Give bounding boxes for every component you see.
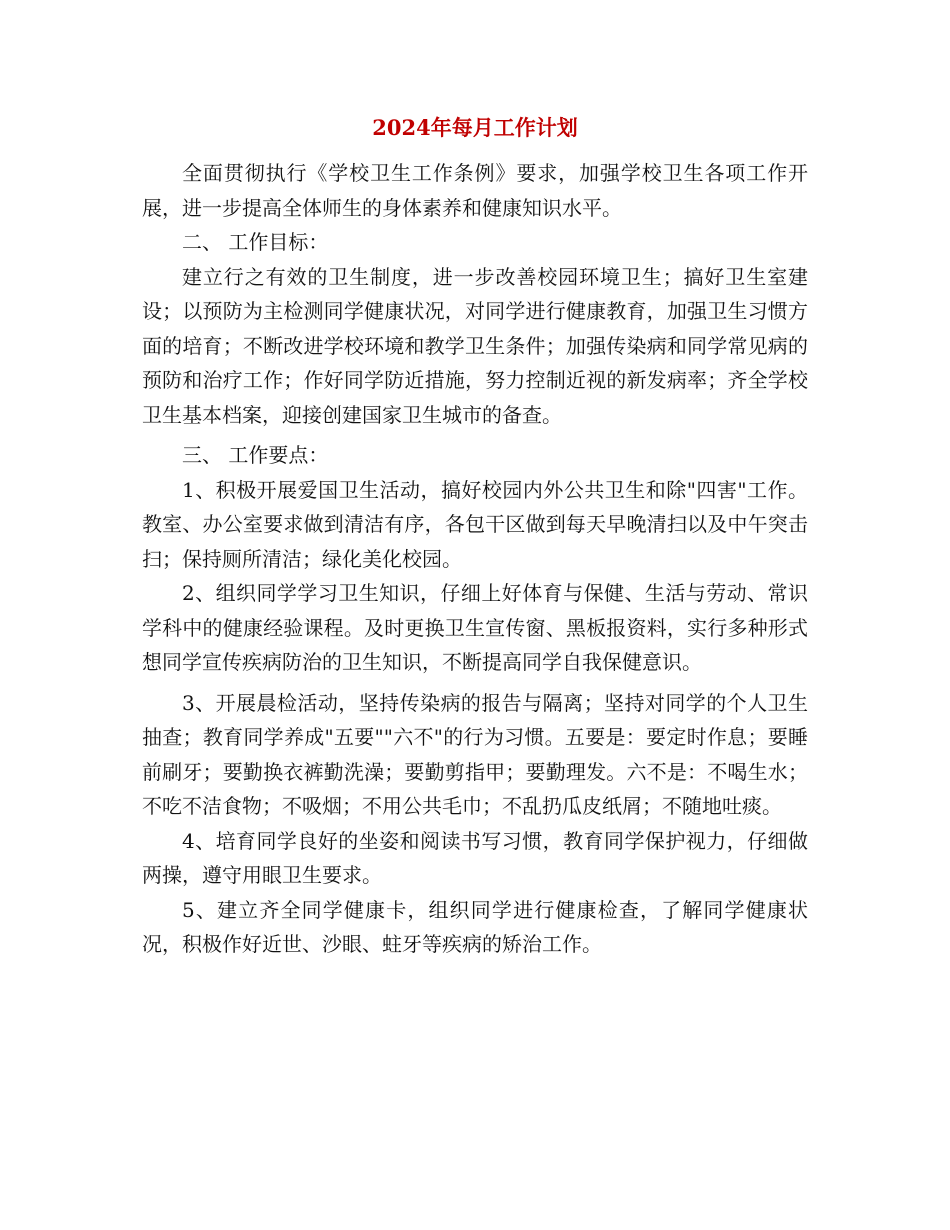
key-point-3: 3、开展晨检活动，坚持传染病的报告与隔离；坚持对同学的个人卫生抽查；教育同学养成"五要""六不"的行为习惯。五要是：要定时作息；要睡前刷牙；要勤换衣裤勤洗澡；要勤剪指甲；要勤理发。六不是：不喝生水；不吃不洁食物；不吸烟；不用公共毛巾；不乱扔瓜皮纸屑；不随地吐痰。 xyxy=(142,690,808,818)
document-title: 2024年每月工作计划 xyxy=(372,115,578,140)
section-heading-key-points: 三、 工作要点： xyxy=(182,443,329,467)
key-point-1: 1、积极开展爱国卫生活动，搞好校园内外公共卫生和除"四害"工作。教室、办公室要求做到清洁有序，各包干区做到每天早晚清扫以及中午突击扫；保持厕所清洁；绿化美化校园。 xyxy=(142,477,808,571)
key-point-2: 2、组织同学学习卫生知识，仔细上好体育与保健、生活与劳动、常识学科中的健康经验课程。及时更换卫生宣传窗、黑板报资料，实行多种形式想同学宣传疾病防治的卫生知识，不断提高同学自我保健意识。 xyxy=(142,581,808,674)
intro-paragraph: 全面贯彻执行《学校卫生工作条例》要求，加强学校卫生各项工作开展，进一步提高全体师生的身体素养和健康知识水平。 xyxy=(142,161,808,220)
document-body xyxy=(142,156,808,962)
key-point-5: 5、建立齐全同学健康卡，组织同学进行健康检查，了解同学健康状况，积极作好近世、沙眼、蛀牙等疾病的矫治工作。 xyxy=(142,897,808,956)
key-point-4: 4、培育同学良好的坐姿和阅读书写习惯，教育同学保护视力，仔细做两操，遵守用眼卫生要求。 xyxy=(142,828,808,887)
goals-paragraph: 建立行之有效的卫生制度，进一步改善校园环境卫生；搞好卫生室建设；以预防为主检测同学健康状况，对同学进行健康教育，加强卫生习惯方面的培育；不断改进学校环境和教学卫生条件；加强传染病和同学常见病的预防和治疗工作；作好同学防近措施，努力控制近视的新发病率；齐全学校卫生基本档案，迎接创建国家卫生城市的备查。 xyxy=(142,264,808,427)
section-heading-goals: 二、 工作目标： xyxy=(182,230,329,254)
